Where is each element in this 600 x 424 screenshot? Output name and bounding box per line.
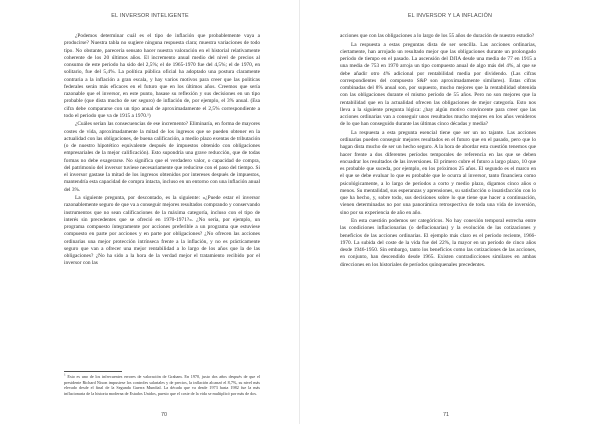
paragraph-continued: acciones que con las obligaciones a lo largo de los 55 años de duración de nuestro estudio? <box>340 33 535 39</box>
footnote-number: 1 <box>64 372 66 377</box>
paragraph: La siguiente pregunta, por descontado, es la siguiente: «¿Puede estar el inversor razonablemente seguro de que va a conseguir mejores resultados comprando y conservando instrumentos que no sean calificaciones de la máxima categoría, incluso con el tipo de interés sin precedentes que se ofreció en 1970-1971?». ¿No sería, por ejemplo, un programa compuesto íntegramente por acciones preferible a un programa que estuviese compuesto en parte por acciones y en parte por obligaciones? ¿No ofrecen las acciones ordinarias una mejor protección intrínseca frente a la inflación, y no es prácticamente seguro que van a ofrecer una mejor rentabilidad a lo largo de los años que la de las obligaciones? ¿No ha sido a la hora de la verdad mejor el tratamiento recibido por el inversor con las <box>64 195 261 267</box>
page-number-left: 70 <box>161 412 167 418</box>
footnote <box>64 374 260 396</box>
page-number-right: 71 <box>443 412 449 418</box>
right-page-body <box>340 33 536 270</box>
running-head-right: EL INVERSOR Y LA INFLACIÓN <box>407 13 493 19</box>
left-page-body <box>64 33 260 269</box>
paragraph: En esta cuestión podemos ser categóricos. No hay conexión temporal estrecha entre las condiciones inflacionarias (o deflacionarias) y la evolución de las cotizaciones y beneficios de las acciones ordinarias. El ejemplo más claro es el período reciente, 1966-1970. La subida del coste de la vida fue del 22%, la mayor en un período de cinco años desde 1946-1950. Sin embargo, tanto los beneficios como las cotizaciones de las acciones, en conjunto, han descendido desde 1965. Existen contradicciones similares en ambas direcciones en los historiales de períodos quinquenales precedentes. <box>340 218 536 268</box>
paragraph: La respuesta a esta pregunta esencial tiene que ser un no tajante. Las acciones ordinarias pueden conseguir mejores resultados en el futuro que en el pasado, pero que lo hagan dista mucho de ser un hecho seguro. A la hora de abordar esta cuestión tenemos que hacer frente a dos diferentes períodos temporales de referencia en las que se deben encuadrar los resultados de las inversiones. El primero cubre el futuro a largo plazo, 10 que es probable que suceda, por ejemplo, en los próximos 25 años. El segundo es el marco en el que se debe evaluar lo que es probable que le ocurra al inversor, tanto financiera como psicológicamente, a lo largo de períodos a corto y medio plazo, digamos cinco años o menos. Su mentalidad, sus esperanzas y aprensiones, su satisfacción o insatisfacción con lo que ha hecho, y, sobre todo, sus decisiones sobre lo que tiene que hacer a continuación, vienen determinadas no por una panorámica retrospectiva de toda una vida de inversión, sino por su experiencia de año en año. <box>340 129 536 216</box>
paragraph: ¿Cuáles serían las consecuencias de ese incremento? Eliminaría, en forma de mayores costes de vida, aproximadamente la mitad de los ingresos que se pueden obtener en la actualidad con las obligaciones, de buena calificación, a medio plazo exentas de tributación (o de nuestro hipotético equivalente después de impuestos obtenido con obligaciones empresariales de la mejor calificación). Esto supondría una grave reducción, que de todas formas no debe exagerarse. No significa que el verdadero valor, o capacidad de compra, del patrimonio del inversor tuviese necesariamente que reducirse con el paso del tiempo. Si el inversor gastase la mitad de los ingresos obtenidos por intereses después de impuestos, mantendría esta capacidad de compra intacta, incluso en un entorno con una inflación anual del 3%. <box>64 121 260 193</box>
footnote-rule <box>64 371 122 372</box>
paragraph: La respuesta a estas preguntas dista de ser sencilla. Las acciones ordinarias, ciertamente, han arrojado un resultado mejor que las obligaciones durante un prolongado período de tiempo en el pasado. La ascensión del DJIA desde una media de 77 en 1915 a una media de 753 en 1970 arroja un tipo compuesto anual de algo más del 4%, al que se debe añadir otro 4% adicional por rentabilidad media por dividendo. (Las cifras correspondientes del compuesto S&P son aproximadamente similares). Estas cifras combinadas del 8% anual son, por supuesto, mucho mejores que la rentabilidad obtenida con las obligaciones durante el mismo período de 55 años. Pero no son mejores que la rentabilidad que en la actualidad ofrecen las obligaciones de mejor categoría. Esto nos lleva a la siguiente pregunta lógica: ¿hay algún motivo convincente para creer que las acciones ordinarias van a conseguir unos resultados mucho mejores en los años venideros de lo que han conseguido durante las últimas cinco décadas y media? <box>340 41 536 128</box>
paragraph: ¿Podemos determinar cuál es el tipo de inflación que probablemente vaya a producirse? Nuestra tabla no sugiere ninguna respuesta clara; muestra variaciones de todo tipo. No obstante, parecería sensato hacer nuestra valoración en el historial relativamente coherente de los 20 últimos años. El incremento anual medio del nivel de precios al consumo de este periodo ha sido del 2,5%; el de 1965-1970 fue del 4,5%; el de 1970, en solitario, fue del 5,4%. La política pública oficial ha adoptado una postura claramente contraria a la inflación a gran escala, y hay varios motivos para creer que las políticas federales serán más eficaces en el futuro que en los últimos años. Creemos que sería razonable que el inversor, en este punto, basase su reflexión y sus decisiones en un tipo probable (que dista mucho de ser seguro) de inflación de, por ejemplo, el 3% anual. (Esa cifra debe compararse con un tipo anual de aproximadamente el 2,5% correspondiente a todo el periodo que va de 1915 a 1970.¹) <box>64 33 260 119</box>
running-head-left: EL INVERSOR INTELIGENTE <box>111 13 189 19</box>
right-page <box>300 0 600 424</box>
footnote-text: Esto es uno de los infrecuentes errores de valoración de Graham. En 1970, justo dos años después de que el presidente Richard Nixon impusiese los controles salariales y de precios, la inflación alcanzó el 8,7%, su nivel más elevado desde el final de la Segunda Guerra Mundial. La década que va desde 1973 hasta 1982 fue la más inflacionaria de la historia moderna de Estados Unidos, puesto que el coste de la vida se multiplicó por más de dos. <box>64 374 260 396</box>
